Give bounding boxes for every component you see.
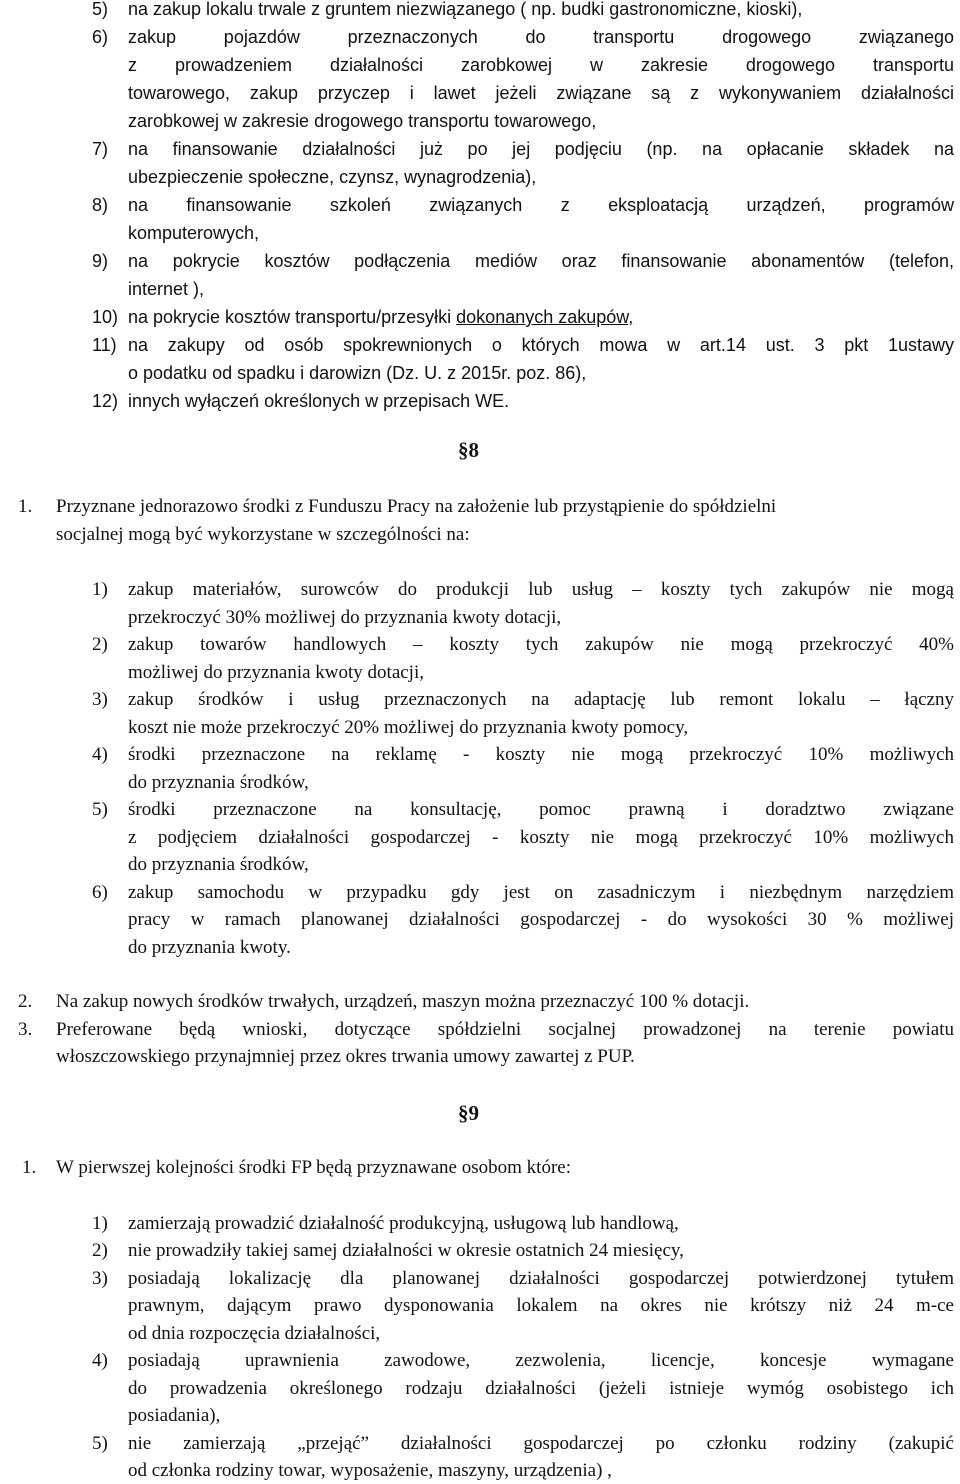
list-item-text: do przyznania środków, bbox=[128, 854, 309, 875]
list-item-text: prawnym, dającym prawo dysponowania lokalem na okres nie krótszy niż 24 m-ce bbox=[128, 1295, 954, 1316]
list-item-text: zakup materiałów, surowców do produkcji lub usług – koszty tych zakupów nie mogą bbox=[128, 579, 954, 600]
list-item-number: 6) bbox=[92, 882, 108, 903]
list-item-text: z prowadzeniem działalności zarobkowej w zakresie drogowego transportu bbox=[128, 55, 954, 75]
list-item-text: ubezpieczenie społeczne, czynsz, wynagrodzenia), bbox=[128, 167, 537, 187]
list-item-number: 4) bbox=[92, 1350, 108, 1371]
list-item-text: na zakupy od osób spokrewnionych o których mowa w art.14 ust. 3 pkt 1ustawy bbox=[128, 335, 954, 355]
list-item-text: zakup środków i usług przeznaczonych na adaptację lub remont lokalu – łączny bbox=[128, 689, 954, 710]
list-item-text: na finansowanie szkoleń związanych z eksploatacją urządzeń, programów bbox=[128, 195, 954, 215]
list-item-number: 9) bbox=[92, 251, 109, 271]
list-item-text: towarowego, zakup przyczep i lawet jeżeli związane są z wykonywaniem działalności bbox=[128, 83, 954, 103]
list-item-text: pracy w ramach planowanej działalności gospodarczej - do wysokości 30 % możliwej bbox=[128, 909, 954, 930]
list-item-text: na zakup lokalu trwale z gruntem niezwiązanego ( np. budki gastronomiczne, kioski), bbox=[128, 0, 803, 19]
list-item-number: 1) bbox=[92, 1213, 108, 1234]
list-item-number: 12) bbox=[92, 391, 119, 411]
paragraph-text: Na zakup nowych środków trwałych, urządzeń, maszyn można przeznaczyć 100 % dotacji. bbox=[56, 991, 750, 1012]
list-item-number: 4) bbox=[92, 744, 108, 765]
list-item-text bbox=[128, 308, 633, 326]
list-item-number: 5) bbox=[92, 799, 108, 820]
list-item-text: przekroczyć 30% możliwej do przyznania kwoty dotacji, bbox=[128, 607, 562, 628]
list-item-text: zakup pojazdów przeznaczonych do transportu drogowego związanego bbox=[128, 27, 954, 47]
list-item-number: 2) bbox=[92, 634, 108, 655]
section-heading: §9 bbox=[458, 1101, 479, 1125]
section-heading: §8 bbox=[458, 438, 479, 462]
list-item-text: środki przeznaczone na reklamę - koszty nie mogą przekroczyć 10% możliwych bbox=[128, 744, 954, 765]
list-item-text: nie prowadziły takiej samej działalności w okresie ostatnich 24 miesięcy, bbox=[128, 1240, 684, 1261]
list-item-number: 1) bbox=[92, 579, 108, 600]
list-item-number: 6) bbox=[92, 27, 109, 47]
list-item-text: posiadają lokalizację dla planowanej działalności gospodarczej potwierdzonej tytułem bbox=[128, 1268, 954, 1289]
list-item-text: zarobkowej w zakresie drogowego transportu towarowego, bbox=[128, 111, 597, 131]
list-item-number: 11) bbox=[92, 335, 117, 355]
paragraph-number: 1. bbox=[22, 1157, 37, 1178]
list-item-text: innych wyłączeń określonych w przepisach WE. bbox=[128, 391, 510, 411]
paragraph-number: 1. bbox=[18, 496, 33, 517]
list-item-text: środki przeznaczone na konsultację, pomoc prawną i doradztwo związane bbox=[128, 799, 954, 820]
list-item-number: 5) bbox=[92, 1433, 108, 1454]
list-item-text-underlined: dokonanych zakupów, bbox=[456, 307, 634, 327]
paragraph-number: 3. bbox=[18, 1019, 33, 1040]
list-item-text: do przyznania środków, bbox=[128, 772, 309, 793]
paragraph-text: Przyznane jednorazowo środki z Funduszu Pracy na założenie lub przystąpienie do spółdzielni bbox=[56, 496, 777, 517]
list-item-text: o podatku od spadku i darowizn (Dz. U. z 2015r. poz. 86), bbox=[128, 363, 587, 383]
paragraph-number: 2. bbox=[18, 991, 33, 1012]
list-item-text: na finansowanie działalności już po jej podjęciu (np. na opłacanie składek na bbox=[128, 139, 954, 159]
list-item-text: możliwej do przyznania kwoty dotacji, bbox=[128, 662, 424, 683]
list-item-text-plain: na pokrycie kosztów transportu/przesyłki bbox=[128, 307, 452, 327]
paragraph-text: W pierwszej kolejności środki FP będą przyznawane osobom które: bbox=[56, 1157, 571, 1178]
list-item-text: zakup samochodu w przypadku gdy jest on zasadniczym i niezbędnym narzędziem bbox=[128, 882, 954, 903]
list-item-text: do prowadzenia określonego rodzaju działalności (jeżeli istnieje wymóg osobistego ich bbox=[128, 1378, 954, 1399]
list-item-number: 3) bbox=[92, 1268, 108, 1289]
paragraph-text: socjalnej mogą być wykorzystane w szczególności na: bbox=[56, 524, 470, 545]
list-item-number: 7) bbox=[92, 139, 109, 159]
list-item-number: 8) bbox=[92, 195, 109, 215]
list-item-number: 5) bbox=[92, 0, 109, 19]
list-item-text: zamierzają prowadzić działalność produkcyjną, usługową lub handlową, bbox=[128, 1213, 679, 1234]
list-item-text: z podjęciem działalności gospodarczej - koszty nie mogą przekroczyć 10% możliwych bbox=[128, 827, 954, 848]
list-item-text: posiadania), bbox=[128, 1405, 221, 1426]
list-item-text: na pokrycie kosztów podłączenia mediów oraz finansowanie abonamentów (telefon, bbox=[128, 251, 954, 271]
list-item-text: koszt nie może przekroczyć 20% możliwej do przyznania kwoty pomocy, bbox=[128, 717, 689, 738]
list-item-text: posiadają uprawnienia zawodowe, zezwolenia, licencje, koncesje wymagane bbox=[128, 1350, 954, 1371]
list-item-number: 2) bbox=[92, 1240, 108, 1261]
list-item-text: internet ), bbox=[128, 279, 205, 299]
list-item-text: do przyznania kwoty. bbox=[128, 937, 291, 958]
paragraph-text: włoszczowskiego przynajmniej przez okres trwania umowy zawartej z PUP. bbox=[56, 1046, 635, 1067]
list-item-number: 10) bbox=[92, 307, 119, 327]
list-item-number: 3) bbox=[92, 689, 108, 710]
paragraph-text: Preferowane będą wnioski, dotyczące spółdzielni socjalnej prowadzonej na terenie powiatu bbox=[56, 1019, 954, 1040]
list-item-text: zakup towarów handlowych – koszty tych zakupów nie mogą przekroczyć 40% bbox=[128, 634, 954, 655]
list-item-text: komputerowych, bbox=[128, 223, 260, 243]
list-item-text: od dnia rozpoczęcia działalności, bbox=[128, 1323, 381, 1344]
list-item-text: od członka rodziny towar, wyposażenie, maszyny, urządzenia) , bbox=[128, 1460, 612, 1481]
list-item-text: nie zamierzają „przejąć” działalności gospodarczej po członku rodziny (zakupić bbox=[128, 1433, 954, 1454]
